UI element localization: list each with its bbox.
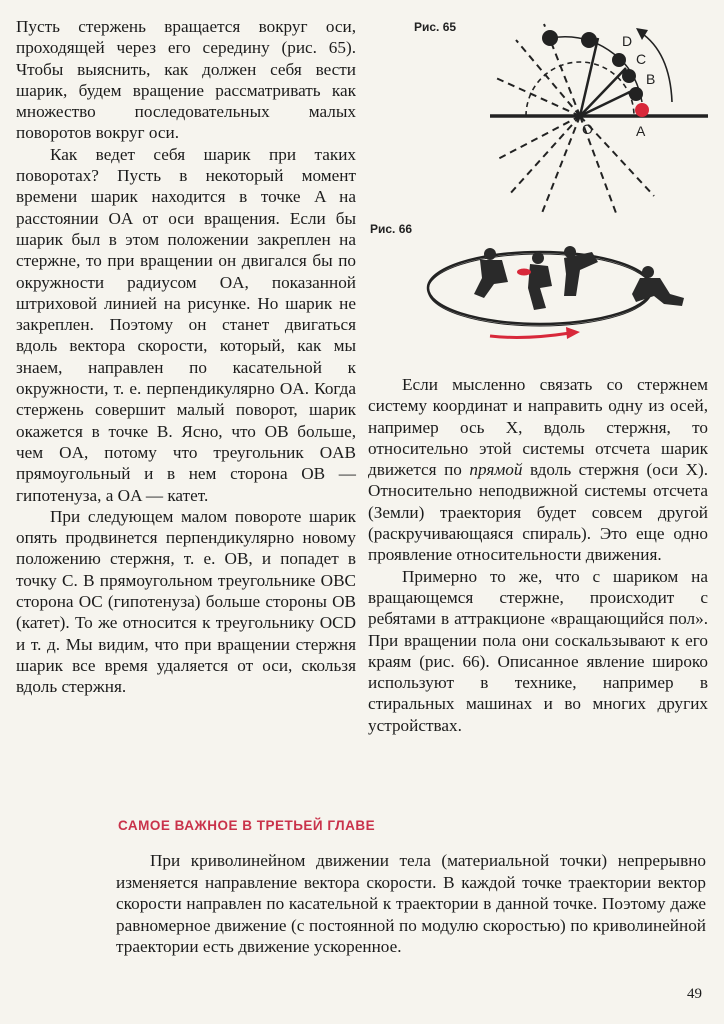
point-o-label: O — [582, 121, 593, 137]
paragraph: При следующем малом повороте шарик опять продвинется перпендикулярно новому положению стержня, т. е. OB, и попадет в точку C. В прямоугольном треугольнике OBC сторона OC (гипотенуза) больше стороны OB (катет). То же относится к треугольнику OCD и т. д. Мы видим, что при вращении стержня шарик все время удаляется от оси, скользя вдоль стержня. — [16, 506, 356, 697]
figure-66-label: Рис. 66 — [370, 222, 413, 236]
text-run: Если мысленно связать со стержнем систему координат и направить одну из осей, например ось X, вдоль стержня, то относительно этой системы отсчета шарик движется по — [368, 375, 708, 480]
paragraph: Как ведет себя шарик при таких поворотах? Пусть в некоторый момент времени шарик находится в точке A на расстоянии OA от оси вращения. Если бы шарик был в этом положении закреплен на стержне, то при вращении он двигался бы по окружности радиусом OA, показанной штриховой линией на рисунке. Но шарик не закреплен. Поэтому он станет двигаться вдоль вектора скорости, который, как мы знаем, направлен по касательной к окружности, т. е. перпендикулярно OA. Когда стержень совершит малый поворот, шарик окажется в точке B. Ясно, что OB больше, чем OA, потому что треугольник OAB прямоугольный и в нем сторона OB — гипотенуза, а OA — катет. — [16, 144, 356, 505]
ball — [542, 30, 558, 46]
point-d-label: D — [622, 33, 633, 49]
figure-66 — [420, 238, 710, 348]
ball-b — [629, 87, 643, 101]
paragraph: Примерно то же, что с шариком на вращающемся стержне, происходит с ребятами в аттракционе «вращающийся пол». При вращении пола они соскальзывают к его краям (рис. 66). Описанное явление широко используют в технике, например в стиральных машинах и во многих других устройствах. — [368, 566, 708, 735]
right-column — [368, 374, 708, 736]
paragraph: Пусть стержень вращается вокруг оси, проходящей через его середину (рис. 65). Чтобы выяснить, как должен себя вести шарик, будем вращение рассматривать как множество последовательных малых поворотов вокруг оси. — [16, 17, 356, 143]
page-number: 49 — [687, 986, 702, 1002]
ball-a — [635, 103, 649, 117]
summary-text: При криволинейном движении тела (материальной точки) непрерывно изменяется направление вектора скорости. В каждой точке траектории вектор скорости направлен по касательной к траектории в данной точке. Поэтому даже равномерное движение (с постоянной по модулю скоростью) по криволинейной траектории есть движение ускоренное. — [116, 851, 706, 956]
text-run: вдоль стержня (оси X). Относительно неподвижной системы отсчета (Земли) траектория будет совсем другой (раскручивающаяся спираль). Это еще одно проявление относительности движения. — [368, 460, 709, 565]
summary-heading: САМОЕ ВАЖНОЕ В ТРЕТЬЕЙ ГЛАВЕ — [118, 818, 376, 833]
figure-65 — [486, 18, 716, 218]
point-c-label: C — [636, 51, 647, 67]
ball — [581, 32, 597, 48]
ball-d — [612, 53, 626, 67]
ball-c — [622, 69, 636, 83]
point-a-label: A — [636, 123, 646, 139]
point-b-label: B — [646, 71, 656, 87]
figure-65-label: Рис. 65 — [414, 20, 457, 34]
paragraph — [368, 374, 708, 566]
left-column — [16, 16, 356, 698]
italic-term: прямой — [469, 460, 523, 480]
